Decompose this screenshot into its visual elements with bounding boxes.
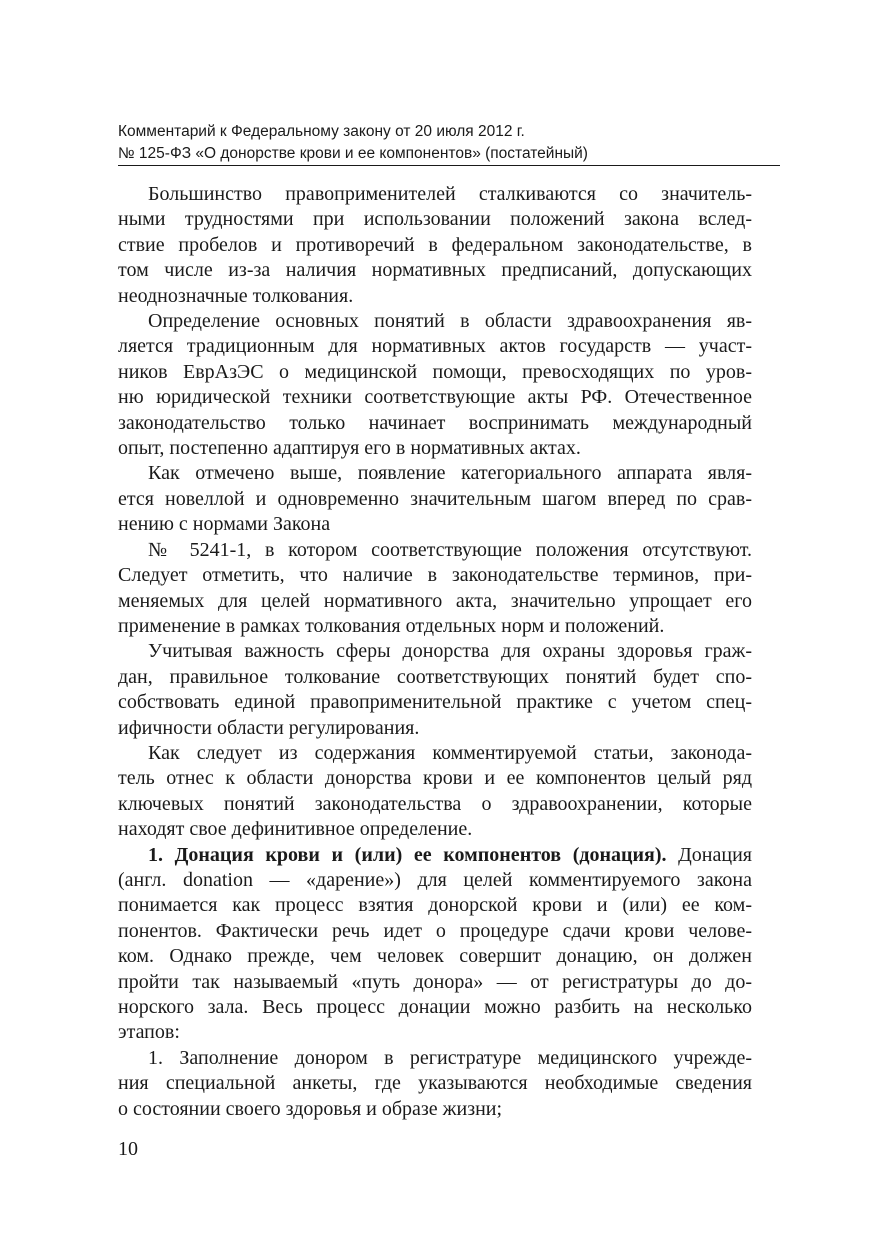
text-line: ком. Однако прежде, чем человек совершит донацию, он должен (118, 945, 752, 968)
text-line: этапов: (118, 1021, 180, 1044)
text-line: Как отмечено выше, появление категориального аппарата явля- (148, 462, 752, 485)
text-line: находят свое дефинитивное определение. (118, 818, 473, 841)
text-line: ключевых понятий законодательства о здравоохранении, которые (118, 792, 752, 815)
text-line: понимается как процесс взятия донорской крови и (или) ее ком- (118, 894, 752, 917)
text-line: опыт, постепенно адаптируя его в нормативных актах. (118, 437, 581, 460)
term-continuation: Донация (666, 843, 752, 866)
text-line: Следует отметить, что наличие в законодательстве терминов, при- (118, 564, 752, 587)
header-rule (118, 165, 780, 166)
paragraph-6 (118, 741, 752, 843)
text-line: Определение основных понятий в области здравоохранения яв- (148, 310, 752, 333)
body-text (118, 182, 752, 1122)
text-line: № 5241-1, в котором соответствующие положения отсутствуют. (148, 538, 752, 561)
paragraph-8 (118, 1046, 752, 1122)
text-line: том числе из-за наличия нормативных предписаний, допускающих (118, 259, 752, 282)
paragraph-1 (118, 182, 752, 309)
text-line: нению с нормами Закона (118, 513, 331, 536)
text-line: ными трудностями при использовании положений закона вслед- (118, 208, 752, 231)
text-line: Как следует из содержания комментируемой статьи, законода- (148, 741, 752, 764)
text-line: неоднозначные толкования. (118, 284, 354, 307)
text-line: ню юридической техники соответствующие акты РФ. Отечественное (118, 386, 752, 409)
paragraph-7-definition (118, 843, 752, 1046)
text-line: норского зала. Весь процесс донации можно разбить на несколько (118, 996, 752, 1018)
text-line: пройти так называемый «путь донора» — от регистратуры до до- (118, 970, 752, 993)
paragraph-5 (118, 639, 752, 741)
text-line: понентов. Фактически речь идет о процедуре сдачи крови челове- (118, 919, 752, 942)
text-line: Большинство правоприменителей сталкиваются со значитель- (148, 183, 752, 205)
text-line: ния специальной анкеты, где указываются необходимые сведения (118, 1072, 752, 1095)
paragraph-2 (118, 309, 752, 461)
running-header-line-1: Комментарий к Федеральному закону от 20 июля 2012 г. (118, 123, 525, 140)
text-line: ляется традиционным для нормативных актов государств — участ- (118, 335, 752, 358)
running-header-line-2: № 125-ФЗ «О донорстве крови и ее компонентов» (постатейный) (118, 145, 588, 162)
text-line: ется новеллой и одновременно значительным шагом вперед по срав- (118, 487, 752, 510)
text-line: законодательство только начинает воспринимать международный (118, 411, 752, 434)
paragraph-4 (118, 538, 752, 640)
text-line: о состоянии своего здоровья и образе жизни; (118, 1097, 503, 1120)
text-line: собствовать единой правоприменительной практике с учетом спец- (118, 691, 752, 714)
text-line: дан, правильное толкование соответствующих понятий будет спо- (118, 665, 752, 688)
running-header (118, 121, 780, 165)
page-number: 10 (118, 1138, 138, 1160)
paragraph-3 (118, 461, 752, 537)
text-line: тель отнес к области донорства крови и ее компонентов целый ряд (118, 767, 752, 790)
text-line: 1. Заполнение донором в регистратуре медицинского учрежде- (148, 1046, 752, 1069)
text-line: ствие пробелов и противоречий в федеральном законодательстве, в (118, 233, 752, 256)
text-line: меняемых для целей нормативного акта, значительно упрощает его (118, 589, 752, 612)
text-line: Учитывая важность сферы донорства для охраны здоровья граж- (148, 640, 752, 663)
term-heading: 1. Донация крови и (или) ее компонентов (донация). (148, 843, 667, 866)
text-line (118, 843, 752, 868)
text-line: применение в рамках толкования отдельных норм и положений. (118, 614, 665, 637)
text-line: (англ. donation — «дарение») для целей комментируемого закона (118, 868, 752, 891)
text-line: ников ЕврАзЭС о медицинской помощи, превосходящих по уров- (118, 360, 752, 383)
text-line: ифичности области регулирования. (118, 716, 420, 739)
